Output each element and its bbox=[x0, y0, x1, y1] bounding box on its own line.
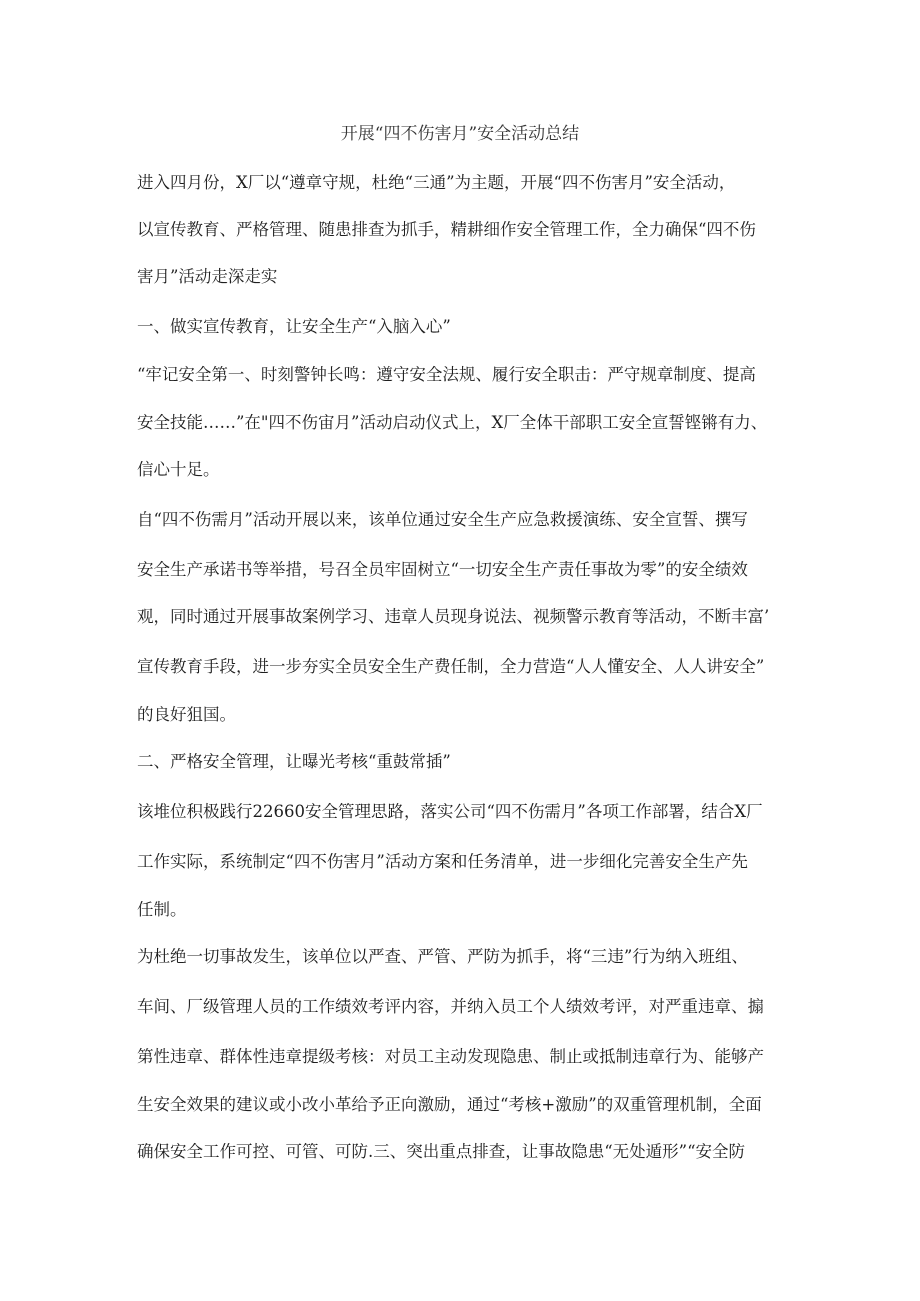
text-line-7: 信心十足。 bbox=[137, 460, 220, 479]
section-heading-2: 二、严格安全管理，让曝光考核“重鼓常插” bbox=[137, 752, 451, 771]
text-line-10: 观，同时通过开展事故案例学习、违章人员现身说法、视频警示教育等活动，不断丰富’ bbox=[137, 607, 770, 626]
document-title: 开展“四不伤害月”安全活动总结 bbox=[340, 124, 580, 144]
text-line-9: 安全生产承诺书等举措，号召全员牢固树立“一切安全生产责任事故为零”的安全绩效 bbox=[137, 560, 748, 579]
text-line-3: 害月”活动走深走实 bbox=[137, 267, 278, 286]
text-line-14: 该堆位积极践行22660安全管理思路，落实公司“四不伤需月”各项工作部署，结合X厂 bbox=[137, 802, 763, 821]
text-line-21: 确保安全工作可控、可管、可防.三、突出重点排查，让事故隐患“无处遁形”“安全防 bbox=[137, 1142, 746, 1161]
text-line-16: 任制。 bbox=[137, 900, 187, 919]
text-line-12: 的良好狙国。 bbox=[137, 705, 236, 724]
text-line-17: 为杜绝一切事故发生，该单位以严查、严管、严防为抓手，将“三违”行为纳入班组、 bbox=[137, 947, 748, 966]
text-line-8: 自“四不伤需月”活动开展以来，该单位通过安全生产应急救援演练、安全宣誓、撰写 bbox=[137, 510, 748, 529]
section-heading-1: 一、做实宣传教育，让安全生产“入脑入心” bbox=[137, 317, 451, 336]
text-line-20: 生安全效果的建议或小改小革给予正向激励，通过“考核+激励”的双重管理机制，全面 bbox=[137, 1095, 762, 1114]
text-line-1: 进入四月份，X厂以“遵章守规，杜绝“三通”为主题，开展“四不伤害月”安全活动， bbox=[137, 173, 736, 192]
text-line-19: 第性违章、群体性违章提级考核：对员工主动发现隐患、制止或抵制违章行为、能够产 bbox=[137, 1047, 764, 1066]
text-line-2: 以宣传教育、严格管理、随患排查为抓手，精耕细作安全管理工作，全力确保“四不伤 bbox=[137, 220, 756, 239]
text-line-18: 车间、厂级管理人员的工作绩效考评内容，并纳入员工个人绩效考评，对严重违章、搧 bbox=[137, 997, 764, 1016]
text-line-11: 宣传教育手段，进一步夯实全员安全生产费任制，全力营造“人人懂安全、人人讲安全” bbox=[137, 657, 765, 676]
text-line-15: 工作实际，系统制定“四不伤害月”活动方案和任务清单，进一步细化完善安全生产先 bbox=[137, 852, 748, 871]
text-line-5: “牢记安全第一、时刻警钟长鸣：遵守安全法规、履行安全职击：严守规章制度、提高 bbox=[137, 365, 756, 384]
text-line-6: 安全技能……”在"四不伤宙月”活动启动仪式上，X厂全体干部职工安全宣誓铿锵有力、 bbox=[137, 413, 768, 432]
